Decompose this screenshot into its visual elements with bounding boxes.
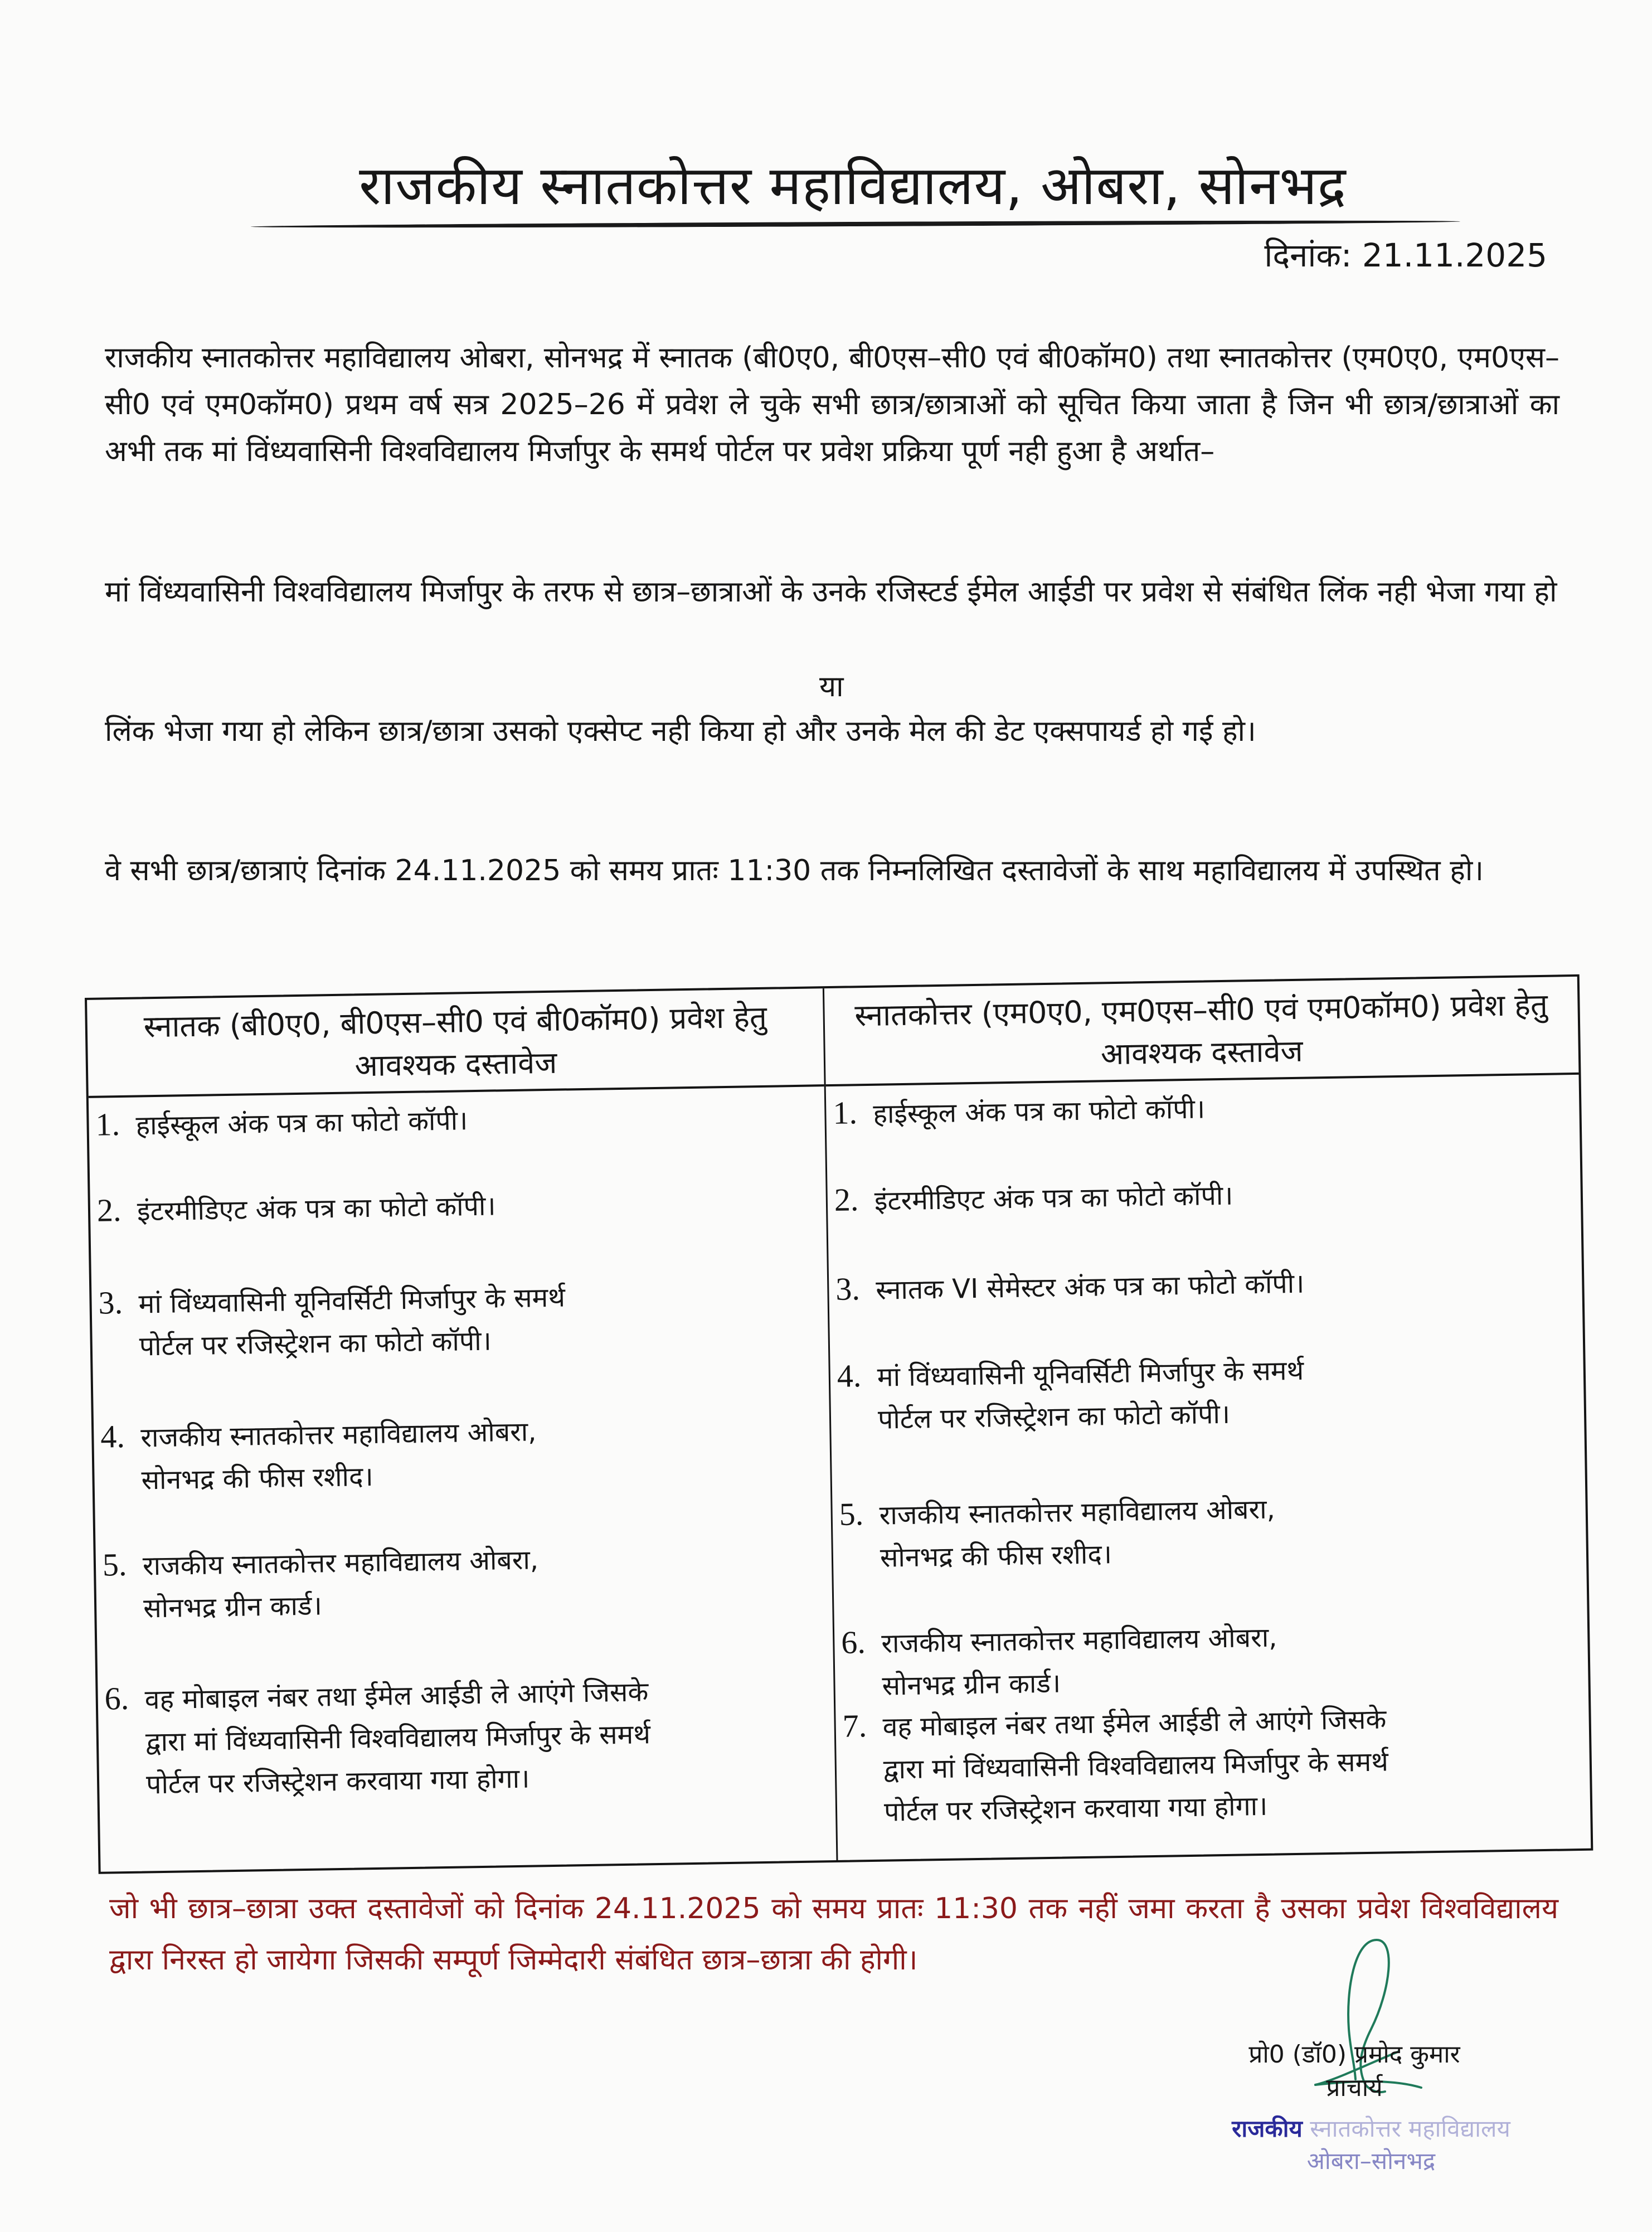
ug-document-item	[96, 1178, 820, 1233]
item-text-continued: पोर्टल पर रजिस्ट्रेशन करवाया गया होगा।	[883, 1790, 1268, 1828]
item-text-continued: द्वारा मां विंध्यवासिनी विश्वविद्यालय मिर्जापुर के समर्थ	[883, 1746, 1389, 1785]
item-number: 7.	[842, 1707, 867, 1744]
item-number: 2.	[96, 1192, 122, 1229]
item-text: इंटरमीडिएट अंक पत्र का फोटो कॉपी।	[137, 1190, 496, 1227]
item-text-continued: सोनभद्र ग्रीन कार्ड।	[882, 1667, 1061, 1702]
signatory-designation: प्राचार्य	[1326, 2074, 1383, 2102]
ug-document-item	[102, 1532, 827, 1630]
ug-document-item	[95, 1092, 819, 1147]
item-number: 5.	[102, 1546, 127, 1583]
pg-document-item	[839, 1482, 1581, 1580]
item-text-continued: पोर्टल पर रजिस्ट्रेशन का फोटो कॉपी।	[139, 1325, 492, 1362]
pg-document-item	[835, 1256, 1577, 1312]
item-text: हाईस्कूल अंक पत्र का फोटो कॉपी।	[135, 1105, 468, 1142]
item-text: राजकीय स्नातकोत्तर महाविद्यालय ओबरा,	[881, 1622, 1277, 1660]
item-text: मां विंध्यवासिनी यूनिवर्सिटी मिर्जापुर के समर्थ	[877, 1355, 1304, 1393]
item-number: 5.	[839, 1496, 864, 1532]
item-number: 6.	[840, 1624, 866, 1661]
college-title: राजकीय स्नातकोत्तर महाविद्यालय, ओबरा, सोनभद्र	[359, 154, 1347, 217]
pg-document-item	[842, 1694, 1585, 1834]
stamp-line-2: ओबरा–सोनभद्र	[1306, 2147, 1436, 2175]
item-text: इंटरमीडिएट अंक पत्र का फोटो कॉपी।	[874, 1180, 1233, 1217]
ug-column-header: स्नातक (बी0ए0, बी0एस–सी0 एवं बी0कॉम0) प्रवेश हेतु आवश्यक दस्तावेज	[87, 988, 824, 1098]
item-text-continued: द्वारा मां विंध्यवासिनी विश्वविद्यालय मिर्जापुर के समर्थ	[145, 1719, 651, 1758]
pg-column-header: स्नातकोत्तर (एम0ए0, एम0एस–सी0 एवं एम0कॉम0) प्रवेश हेतु आवश्यक दस्तावेज	[824, 977, 1579, 1086]
pg-documents-column	[824, 977, 1591, 1860]
item-text-continued: पोर्टल पर रजिस्ट्रेशन का फोटो कॉपी।	[877, 1398, 1231, 1435]
intro-paragraph: राजकीय स्नातकोत्तर महाविद्यालय ओबरा, सोनभद्र में स्नातक (बी0ए0, बी0एस–सी0 एवं बी0कॉम0) तथा स्नातकोत्तर (एम0ए0, एम0एस–सी0 एवं एम0कॉम0) प्रथम वर्ष सत्र 2025–26 में प्रवेश ले चुके सभी छात्र/छात्राओं को सूचित किया जाता है जिन भी छात्र/छात्राओं का अभी तक मां विंध्यवासिनी विश्वविद्यालय मिर्जापुर के समर्थ पोर्टल पर प्रवेश प्रक्रिया पूर्ण नही हुआ है अर्थात–	[105, 341, 1559, 468]
item-number: 4.	[837, 1357, 862, 1394]
stamp-line-1-rest: स्नातकोत्तर महाविद्यालय	[1310, 2115, 1510, 2142]
item-text: हाईस्कूल अंक पत्र का फोटो कॉपी।	[873, 1093, 1206, 1130]
item-text-continued: सोनभद्र की फीस रशीद।	[880, 1539, 1112, 1574]
or-separator: या	[819, 670, 844, 703]
item-number: 3.	[835, 1270, 861, 1307]
item-text-continued: सोनभद्र की फीस रशीद।	[141, 1460, 374, 1496]
condition-paragraph-2: लिंक भेजा गया हो लेकिन छात्र/छात्रा उसको एक्सेप्ट नही किया हो और उनके मेल की डेट एक्सपायर्ड हो गई हो।	[105, 715, 1256, 748]
instruction-paragraph: वे सभी छात्र/छात्राएं दिनांक 24.11.2025 को समय प्रातः 11:30 तक निम्नलिखित दस्तावेजों के साथ महाविद्यालय में उपस्थित हो।	[105, 854, 1484, 887]
item-text-continued: सोनभद्र ग्रीन कार्ड।	[143, 1590, 323, 1624]
notice-date	[1264, 233, 1547, 278]
item-text-continued: पोर्टल पर रजिस्ट्रेशन करवाया गया होगा।	[145, 1763, 530, 1801]
date-value: 21.11.2025	[1362, 236, 1547, 274]
item-number: 1.	[95, 1106, 120, 1143]
signatory-name: प्रो0 (डॉ0) प्रमोद कुमार	[1248, 2040, 1460, 2069]
item-text: राजकीय स्नातकोत्तर महाविद्यालय ओबरा,	[142, 1544, 539, 1582]
pg-document-item	[841, 1610, 1583, 1708]
item-number: 1.	[832, 1094, 858, 1131]
item-number: 2.	[834, 1181, 859, 1218]
item-number: 3.	[98, 1284, 123, 1321]
item-text: वह मोबाइल नंबर तथा ईमेल आईडी ले आएंगे जिसके	[882, 1704, 1387, 1743]
item-number: 4.	[100, 1418, 125, 1455]
stamp-line-1-bold: राजकीय	[1232, 2115, 1303, 2142]
pg-document-item	[834, 1167, 1575, 1223]
ug-document-item	[98, 1270, 823, 1368]
ug-document-item	[104, 1666, 829, 1806]
pg-document-item	[833, 1080, 1574, 1136]
item-text: वह मोबाइल नंबर तथा ईमेल आईडी ले आएंगे जिसके	[144, 1676, 649, 1716]
ug-document-item	[100, 1404, 825, 1502]
item-number: 6.	[104, 1680, 129, 1717]
item-text: स्नातक VI सेमेस्टर अंक पत्र का फोटो कॉपी।	[875, 1268, 1305, 1306]
date-label: दिनांक:	[1264, 236, 1352, 274]
college-stamp	[1176, 2113, 1566, 2177]
documents-table	[85, 974, 1593, 1874]
condition-paragraph-1: मां विंध्यवासिनी विश्वविद्यालय मिर्जापुर के तरफ से छात्र–छात्राओं के उनके रजिस्टर्ड ईमेल आईडी पर प्रवेश से संबंधित लिंक नही भेजा गया हो	[105, 575, 1557, 609]
item-text: राजकीय स्नातकोत्तर महाविद्यालय ओबरा,	[879, 1493, 1276, 1531]
ug-documents-column	[87, 988, 838, 1872]
item-text: राजकीय स्नातकोत्तर महाविद्यालय ओबरा,	[140, 1416, 537, 1454]
item-text: मां विंध्यवासिनी यूनिवर्सिटी मिर्जापुर के समर्थ	[138, 1282, 566, 1320]
warning-notice: जो भी छात्र–छात्रा उक्त दस्तावेजों को दिनांक 24.11.2025 को समय प्रातः 11:30 तक नहीं जमा करता है उसका प्रवेश विश्वविद्यालय द्वारा निरस्त हो जायेगा जिसकी सम्पूर्ण जिम्मेदारी संबंधित छात्र–छात्रा की होगी।	[109, 1892, 1558, 1977]
pg-document-item	[837, 1343, 1578, 1442]
